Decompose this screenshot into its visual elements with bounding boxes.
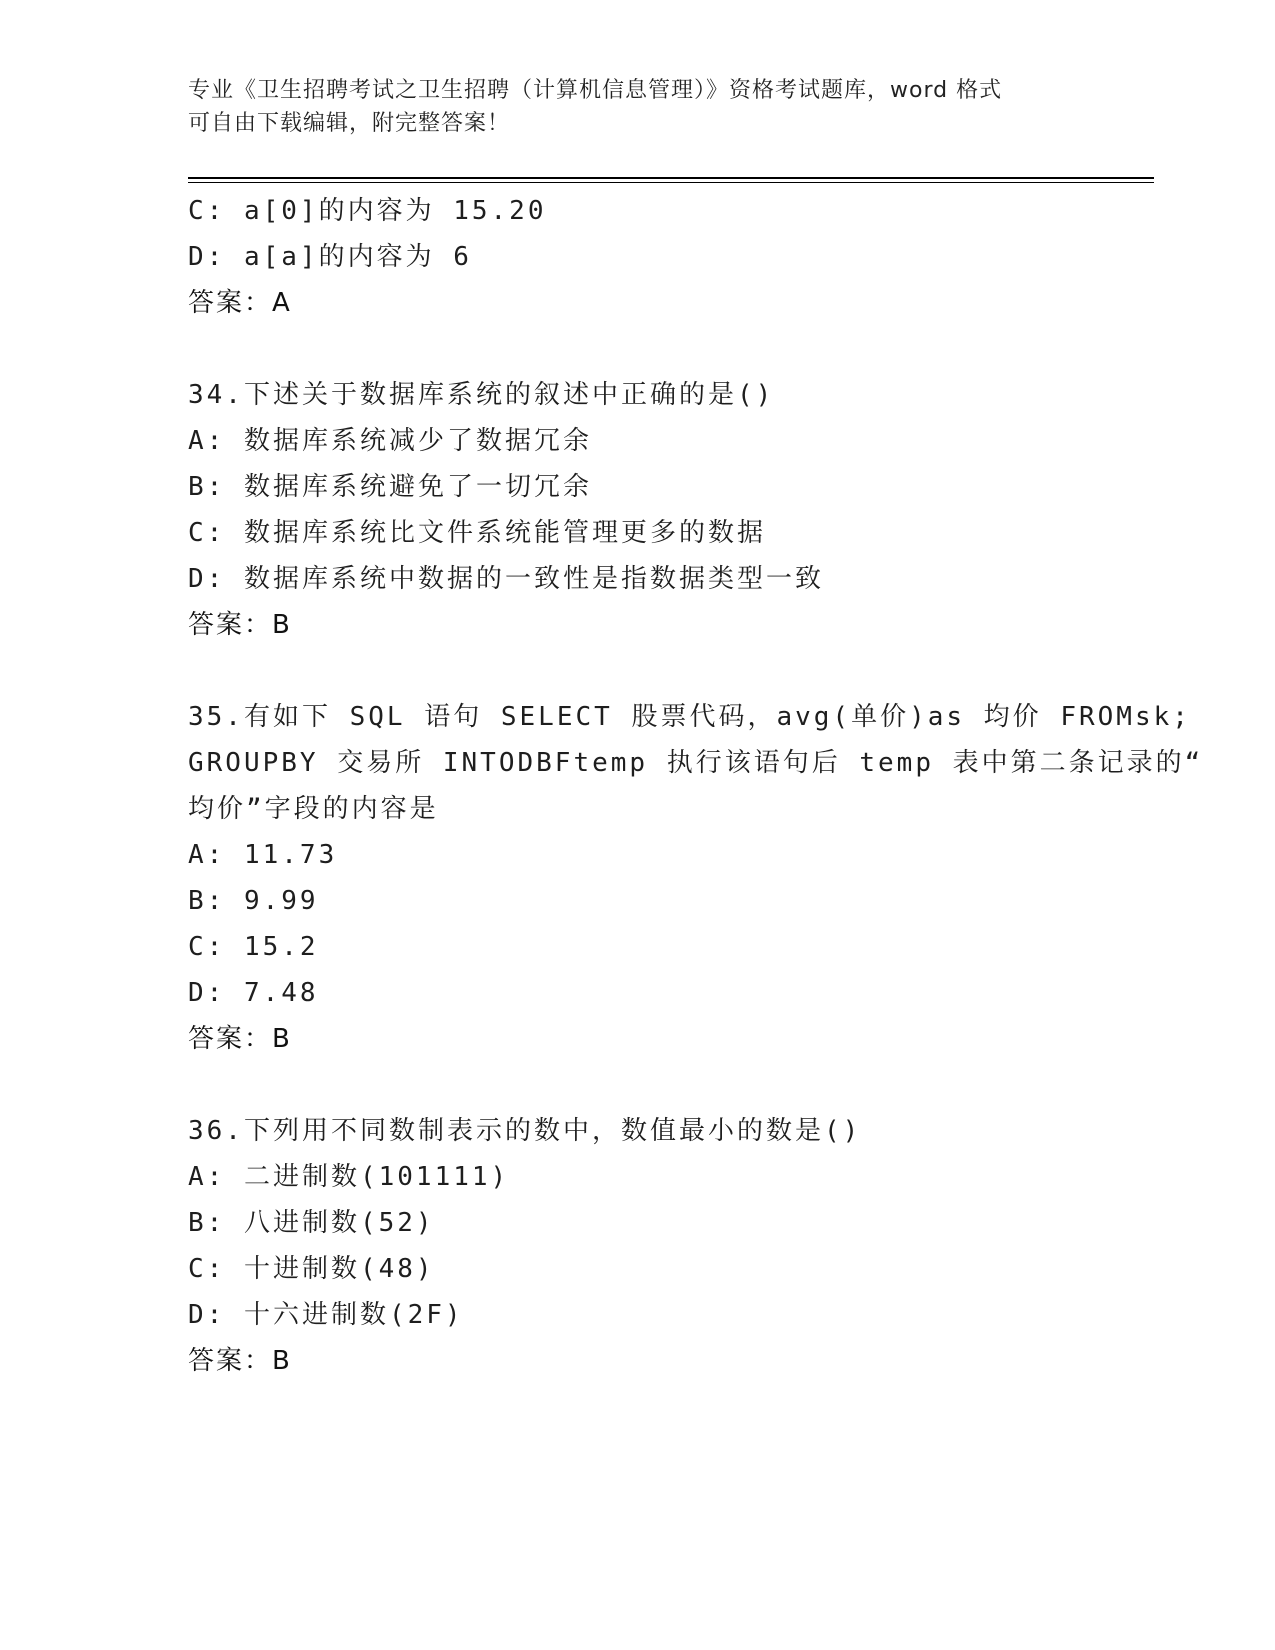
spacer [188, 326, 1088, 372]
answer-line: 答案：B [188, 610, 292, 640]
question-content [188, 188, 1204, 1384]
option-c: C: 15.2 [188, 932, 319, 962]
prev-question-block [188, 188, 1088, 326]
option-b: B: 9.99 [188, 886, 319, 916]
answer-line: 答案：B [188, 1024, 292, 1054]
header-line-2: 可自由下载编辑，附完整答案！ [188, 111, 511, 136]
answer-line: 答案：A [188, 288, 292, 318]
option-a: A: 二进制数(101111) [188, 1162, 510, 1192]
option-b: B: 数据库系统避免了一切冗余 [188, 472, 592, 502]
option-b: B: 八进制数(52) [188, 1208, 435, 1238]
header-line-1: 专业《卫生招聘考试之卫生招聘（计算机信息管理）》资格考试题库，word 格式 [188, 78, 1003, 103]
option-a: A: 11.73 [188, 840, 338, 870]
option-d: D: 数据库系统中数据的一致性是指数据类型一致 [188, 564, 824, 594]
spacer [188, 648, 1088, 694]
header-divider-thin [188, 182, 1154, 183]
answer-line: 答案：B [188, 1346, 292, 1376]
option-c: C: a[0]的内容为 15.20 [188, 196, 547, 226]
question-stem-line-1: 35.有如下 SQL 语句 SELECT 股票代码，avg(单价)as 均价 FROMsk; [188, 702, 1191, 732]
question-stem-line-3: 均价”字段的内容是 [188, 794, 439, 824]
option-d: D: a[a]的内容为 6 [188, 242, 472, 272]
question-stem: 34.下述关于数据库系统的叙述中正确的是() [188, 380, 775, 410]
question-stem: 36.下列用不同数制表示的数中，数值最小的数是() [188, 1116, 862, 1146]
document-header [188, 74, 1088, 140]
header-divider-thick [188, 177, 1154, 179]
option-c: C: 十进制数(48) [188, 1254, 435, 1284]
question-35 [188, 694, 1204, 1062]
option-a: A: 数据库系统减少了数据冗余 [188, 426, 592, 456]
spacer [188, 1062, 1088, 1108]
question-36 [188, 1108, 1088, 1384]
option-c: C: 数据库系统比文件系统能管理更多的数据 [188, 518, 766, 548]
question-stem-line-2: GROUPBY 交易所 INTODBFtemp 执行该语句后 temp 表中第二条记录的“ [188, 748, 1204, 778]
option-d: D: 十六进制数(2F) [188, 1300, 464, 1330]
question-34 [188, 372, 1088, 648]
option-d: D: 7.48 [188, 978, 319, 1008]
